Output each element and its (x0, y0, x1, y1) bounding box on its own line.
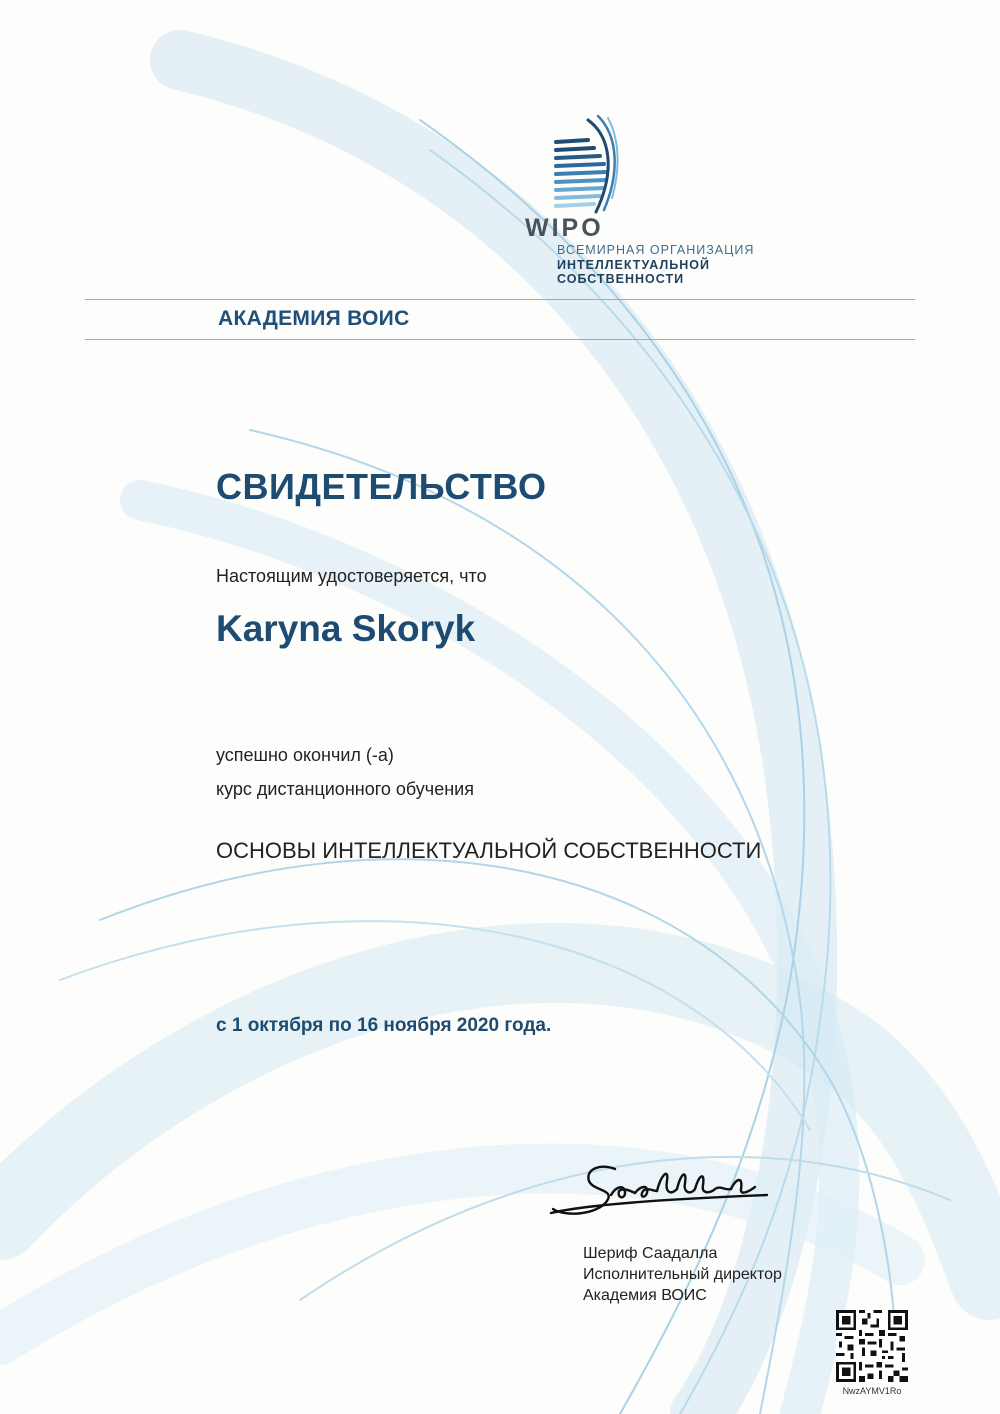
verification-code: NwzAYMV1Ro (842, 1386, 902, 1396)
academy-heading: АКАДЕМИЯ ВОИС (218, 307, 410, 330)
logo-wordmark: WIPO (525, 214, 604, 242)
completed-text: успешно окончил (-а) (216, 745, 394, 765)
course-type: курс дистанционного обучения (216, 779, 474, 799)
org-name-line-1: ВСЕМИРНАЯ ОРГАНИЗАЦИЯ (557, 243, 755, 257)
org-name-line-2: ИНТЕЛЛЕКТУАЛЬНОЙ (557, 258, 710, 272)
recipient-name: Karyna Skoryk (216, 608, 476, 649)
certify-text: Настоящим удостоверяется, что (216, 566, 487, 586)
wipo-globe-icon (548, 112, 620, 216)
course-period: с 1 октября по 16 ноября 2020 года. (216, 1015, 552, 1036)
org-name-line-3: СОБСТВЕННОСТИ (557, 272, 685, 286)
handwritten-signature (545, 1155, 775, 1225)
header-divider-top (85, 299, 915, 300)
qr-code-icon (836, 1310, 908, 1382)
certificate-title: СВИДЕТЕЛЬСТВО (216, 466, 547, 507)
signatory-organization: Академия ВОИС (583, 1287, 707, 1304)
course-name: ОСНОВЫ ИНТЕЛЛЕКТУАЛЬНОЙ СОБСТВЕННОСТИ (216, 838, 762, 863)
header-divider-bottom (85, 339, 915, 340)
signatory-name: Шериф Саадалла (583, 1245, 718, 1262)
signatory-role: Исполнительный директор (583, 1266, 782, 1283)
